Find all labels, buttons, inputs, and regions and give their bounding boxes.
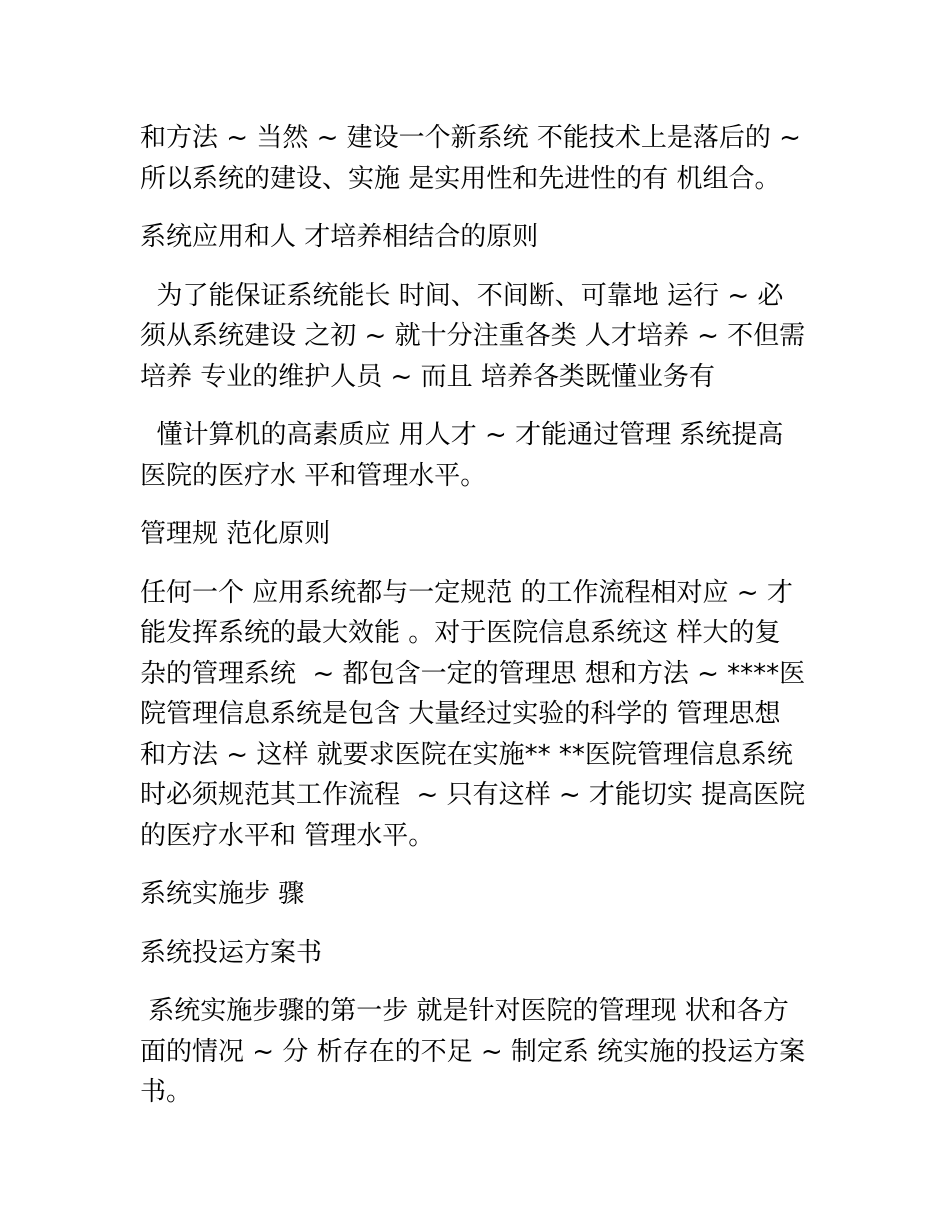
heading-text: 系统投运方案书 — [140, 937, 323, 968]
heading-text: 管理规 范化原则 — [140, 519, 331, 549]
text-line: 时必须规范其工作流程 ~ 只有这样 ~ 才能切实 提高医院 — [140, 780, 806, 810]
text-line: 为了能保证系统能长 时间、不间断、可靠地 运行 ~ 必 — [140, 280, 784, 311]
text-line: 任何一个 应用系统都与一定规范 的工作流程相对应 ~ 才 — [140, 577, 793, 608]
text-line: 懂计算机的高素质应 用人才 ~ 才能通过管理 系统提高 — [140, 420, 784, 450]
text-line: 所以系统的建设、实施 是实用性和先进性的有 机组合。 — [140, 163, 781, 194]
section-heading — [140, 874, 830, 915]
paragraph-talent-cont — [140, 415, 830, 496]
text-line: 院管理信息系统是包含 大量经过实验的科学的 管理思想 — [140, 699, 781, 729]
text-line: 的医疗水平和 管理水平。 — [140, 820, 435, 851]
heading-text: 系统实施步 骤 — [140, 879, 305, 909]
text-line: 医院的医疗水 平和管理水平。 — [140, 460, 487, 491]
text-line: 培养 专业的维护人员 ~ 而且 培养各类既懂业务有 — [140, 361, 715, 392]
paragraph-intro — [140, 118, 830, 199]
paragraph-standardization — [140, 573, 830, 857]
text-line: 杂的管理系统 ~ 都包含一定的管理思 想和方法 ~ ****医 — [140, 658, 806, 689]
text-line: 系统实施步骤的第一步 就是针对医院的管理现 状和各方 — [140, 996, 789, 1026]
section-heading — [140, 933, 830, 974]
text-line: 和方法 ~ 这样 就要求医院在实施** **医院管理信息系统 — [140, 739, 793, 770]
paragraph-talent — [140, 276, 830, 398]
text-line: 能发挥系统的最大效能 。对于医院信息系统这 样大的复 — [140, 618, 781, 648]
section-heading — [140, 514, 830, 555]
heading-text: 系统应用和人 才培养相结合的原则 — [140, 222, 539, 252]
text-line: 须从系统建设 之初 ~ 就十分注重各类 人才培养 ~ 不但需 — [140, 321, 806, 351]
text-line: 面的情况 ~ 分 析存在的不足 ~ 制定系 统实施的投运方案 — [140, 1036, 806, 1067]
paragraph-implementation — [140, 991, 830, 1113]
section-heading — [140, 217, 830, 258]
text-line: 和方法 ~ 当然 ~ 建设一个新系统 不能技术上是落后的 ~ — [140, 123, 801, 153]
text-line: 书。 — [140, 1077, 193, 1107]
